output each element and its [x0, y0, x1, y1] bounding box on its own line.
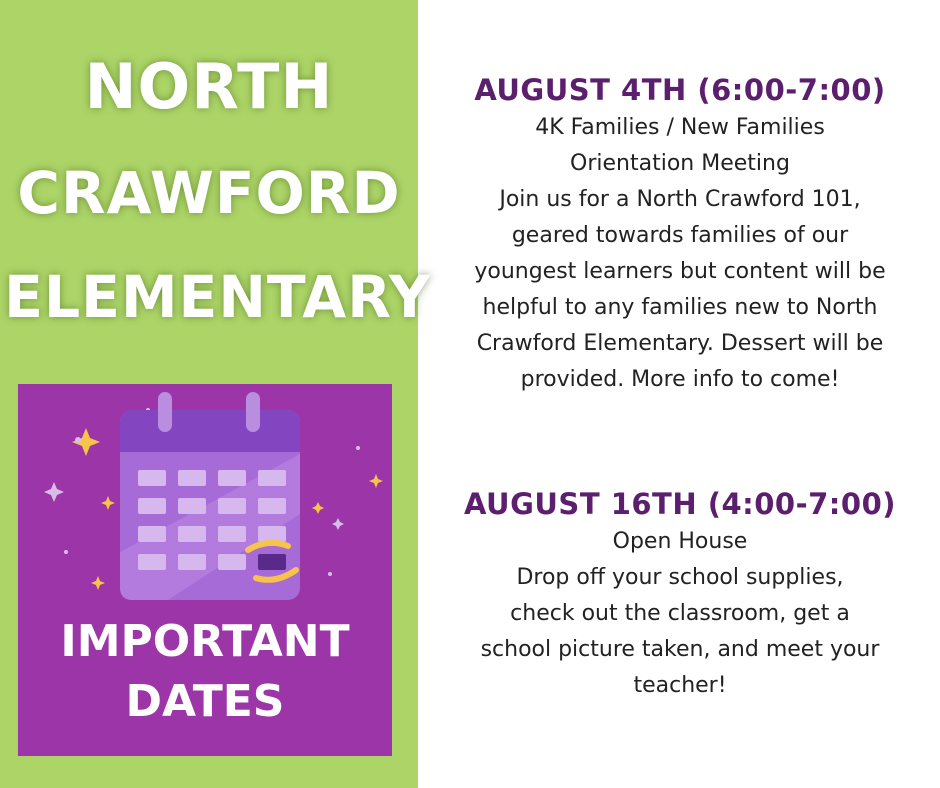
school-title-line-2: CRAWFORD [17, 159, 401, 227]
school-title-line-3: ELEMENTARY [4, 263, 431, 331]
event-line: Crawford Elementary. Dessert will be [476, 331, 884, 356]
event-line: teacher! [633, 673, 727, 698]
event-line: youngest learners but content will be [474, 259, 886, 284]
event-line: geared towards families of our [511, 223, 849, 248]
event-august-16 [440, 484, 920, 704]
event-line: Drop off your school supplies, [516, 565, 844, 590]
event-august-4 [440, 70, 920, 398]
promo-line-2: DATES [125, 676, 285, 727]
school-title-line-1: NORTH [84, 50, 334, 123]
event-line: school picture taken, and meet your [480, 637, 880, 662]
important-dates-card [18, 384, 392, 756]
event-line: 4K Families / New Families [535, 115, 825, 140]
event-line: Open House [612, 529, 748, 554]
event-heading: AUGUST 4TH (6:00-7:00) [474, 73, 886, 107]
left-panel [0, 0, 431, 788]
promo-line-1: IMPORTANT [60, 616, 350, 667]
event-line: Join us for a North Crawford 101, [499, 187, 861, 212]
event-heading: AUGUST 16TH (4:00-7:00) [463, 487, 897, 521]
event-line: check out the classroom, get a [510, 601, 850, 626]
event-line: helpful to any families new to North [482, 295, 878, 320]
event-line: provided. More info to come! [520, 367, 840, 392]
event-line: Orientation Meeting [570, 151, 790, 176]
